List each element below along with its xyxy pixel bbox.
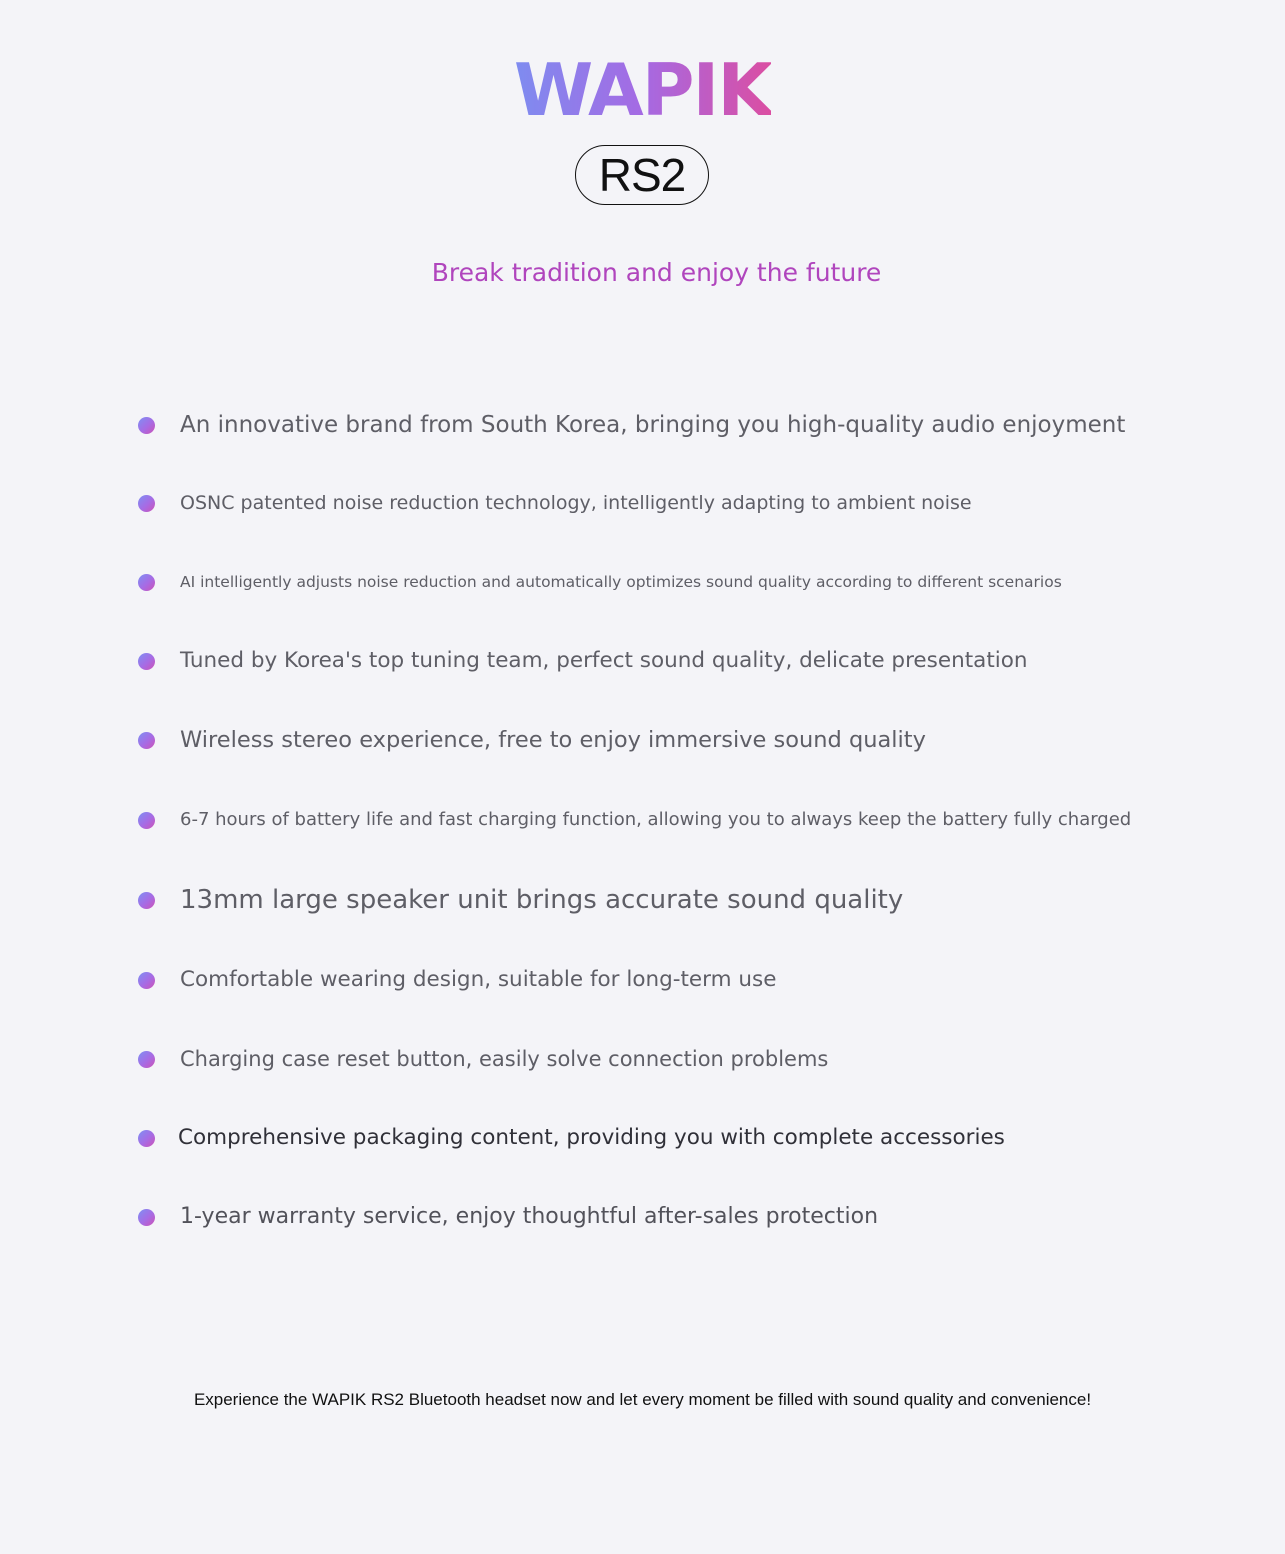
feature-item	[138, 483, 1238, 523]
feature-text: 13mm large speaker unit brings accurate sound quality	[180, 885, 904, 915]
feature-item	[138, 880, 1238, 920]
bullet-dot-icon	[138, 1130, 155, 1147]
feature-text: Comprehensive packaging content, providing you with complete accessories	[178, 1125, 1005, 1150]
bullet-dot-icon	[138, 495, 155, 512]
bullet-dot-icon	[138, 812, 155, 829]
feature-item	[138, 800, 1238, 840]
feature-item	[138, 405, 1238, 445]
model-badge: RS2	[575, 145, 709, 205]
feature-text: OSNC patented noise reduction technology, intelligently adapting to ambient noise	[180, 492, 972, 514]
bullet-dot-icon	[138, 417, 155, 434]
feature-item	[138, 960, 1238, 1000]
feature-item	[138, 562, 1238, 602]
feature-text: Tuned by Korea's top tuning team, perfect sound quality, delicate presentation	[180, 648, 1028, 673]
bullet-dot-icon	[138, 892, 155, 909]
brand-logo	[0, 48, 1285, 132]
brand-name: WAPIK	[513, 48, 772, 132]
feature-text: Charging case reset button, easily solve connection problems	[180, 1047, 829, 1071]
feature-text: Wireless stereo experience, free to enjoy immersive sound quality	[180, 727, 926, 753]
bullet-dot-icon	[138, 972, 155, 989]
bullet-dot-icon	[138, 1209, 155, 1226]
feature-text: 6-7 hours of battery life and fast charging function, allowing you to always keep the battery fully charged	[180, 809, 1132, 830]
feature-item	[138, 1039, 1238, 1079]
feature-text: An innovative brand from South Korea, bringing you high-quality audio enjoyment	[180, 412, 1126, 438]
feature-item	[138, 1118, 1238, 1158]
feature-text: 1-year warranty service, enjoy thoughtful after-sales protection	[180, 1204, 879, 1229]
bullet-dot-icon	[138, 653, 155, 670]
bullet-dot-icon	[138, 732, 155, 749]
feature-item	[138, 1197, 1238, 1237]
feature-text: Comfortable wearing design, suitable for long-term use	[180, 967, 777, 992]
bullet-dot-icon	[138, 574, 155, 591]
closing-statement: Experience the WAPIK RS2 Bluetooth headset now and let every moment be filled with sound quality and convenience!	[193, 1390, 1092, 1409]
bullet-dot-icon	[138, 1051, 155, 1068]
tagline: Break tradition and enjoy the future	[431, 258, 882, 287]
feature-item	[138, 720, 1238, 760]
feature-text: AI intelligently adjusts noise reduction and automatically optimizes sound quality according to different scenarios	[180, 573, 1062, 591]
feature-item	[138, 641, 1238, 681]
